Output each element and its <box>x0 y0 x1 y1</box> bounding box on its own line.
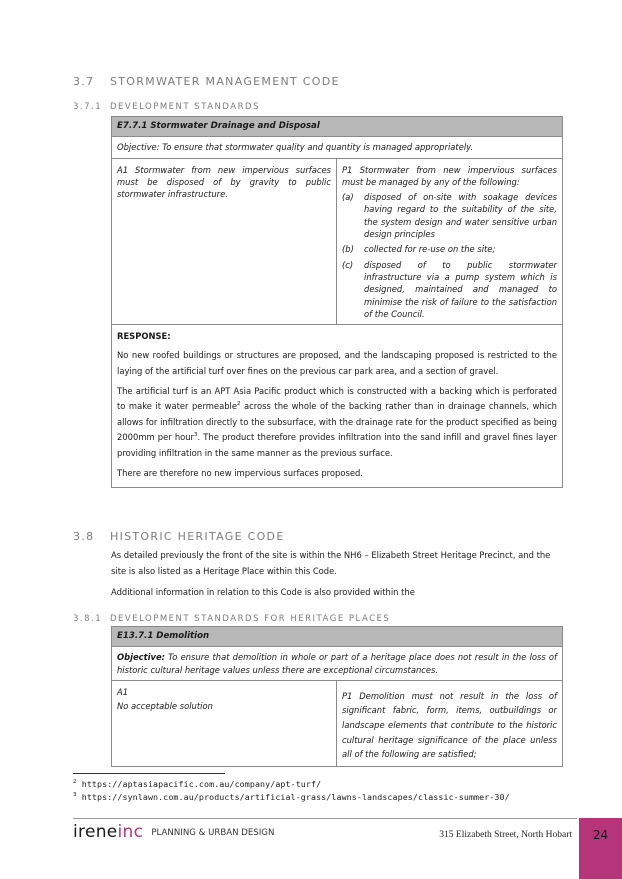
footnote-divider <box>73 773 225 774</box>
a1-text: No acceptable solution <box>117 701 213 712</box>
section-title: STORMWATER MANAGEMENT CODE <box>110 75 340 88</box>
logo-irene: irene <box>73 822 118 842</box>
response-text: . The product therefore provides infiltration into the sand infill and gravel fines layer providing infiltration in the same manner as the previous surface. <box>117 432 557 458</box>
section-3-8-body <box>111 548 563 601</box>
section-heading-3-7 <box>73 75 340 88</box>
logo-inc: inc <box>117 822 144 842</box>
footnote-mark: 2 <box>73 779 77 785</box>
footer-divider <box>73 818 577 819</box>
objective-label: Objective: <box>117 652 165 663</box>
standards-table-e771 <box>111 116 563 488</box>
logo-tagline: PLANNING & URBAN DESIGN <box>151 828 275 838</box>
footnote-ref: 3 <box>194 432 198 439</box>
body-paragraph: Additional information in relation to this Code is also provided within the <box>111 587 415 597</box>
section-number: 3.7.1 <box>73 102 103 112</box>
section-heading-3-7-1 <box>73 102 260 112</box>
footnote <box>73 779 321 789</box>
a1-label: A1 <box>117 686 129 697</box>
footnote <box>73 792 510 802</box>
table-heading: E13.7.1 Demolition <box>112 627 563 647</box>
list-item-text: disposed of on-site with soakage devices having regard to the suitability of the site, the system design and water sensitive urban design principles <box>364 192 557 240</box>
objective-text: To ensure that demolition in whole or part of a heritage place does not result in the loss of historic cultural heritage values unless there are exceptional circumstances. <box>117 652 557 675</box>
list-item <box>342 191 557 240</box>
response-paragraph: No new roofed buildings or structures are proposed, and the landscaping proposed is restricted to the laying of the artificial turf over fines on the previous car park area, and a section of gravel. <box>117 350 557 376</box>
response-cell <box>112 325 563 488</box>
list-item-label: (b) <box>342 244 354 255</box>
list-item-label: (c) <box>342 259 354 270</box>
response-label: RESPONSE: <box>117 331 171 342</box>
footnote-ref: 2 <box>237 401 241 408</box>
acceptable-solution-a1: A1 Stormwater from new impervious surfaces must be disposed of by gravity to public stormwater infrastructure. <box>112 158 337 325</box>
acceptable-solution-a1 <box>112 680 337 766</box>
section-number: 3.8 <box>73 530 95 543</box>
table-heading: E7.7.1 Stormwater Drainage and Disposal <box>112 117 563 137</box>
footnote-link[interactable]: https://aptasiapacific.com.au/company/apt-turf/ <box>81 779 322 789</box>
footnote-link[interactable]: https://synlawn.com.au/products/artificial-grass/lawns-landscapes/classic-summer-30/ <box>81 792 510 802</box>
standards-table-e1371 <box>111 626 563 767</box>
section-heading-3-8 <box>73 530 285 543</box>
list-item-text: disposed of to public stormwater infrastructure via a pump system which is designed, maintained and managed to minimise the risk of failure to the satisfaction of the Council. <box>364 259 557 319</box>
performance-criteria-p1: P1 Demolition must not result in the loss of significant fabric, form, items, outbuildings or landscape elements that contribute to the historic cultural heritage significance of the place unless all of the following are satisfied; <box>337 680 563 766</box>
section-heading-3-8-1 <box>73 614 390 624</box>
performance-criteria-p1 <box>337 158 563 325</box>
section-number: 3.8.1 <box>73 614 103 624</box>
page-number-block <box>579 818 622 879</box>
response-paragraph <box>117 384 557 461</box>
footer-address: 315 Elizabeth Street, North Hobart <box>439 830 572 840</box>
list-item <box>342 243 557 255</box>
list-item-label: (a) <box>342 192 354 203</box>
footnote-mark: 3 <box>73 792 77 798</box>
p1-intro: P1 Stormwater from new impervious surfaces must be managed by any of the following: <box>342 164 557 187</box>
body-paragraph: As detailed previously the front of the site is within the NH6 – Elizabeth Street Heritage Precinct, and the site is also listed as a Heritage Place within this Code. <box>111 550 551 576</box>
page-number: 24 <box>592 828 609 842</box>
response-paragraph: There are therefore no new impervious surfaces proposed. <box>117 468 363 478</box>
table-objective <box>112 647 563 681</box>
section-number: 3.7 <box>73 75 95 88</box>
section-title: DEVELOPMENT STANDARDS <box>110 102 260 112</box>
list-item-text: collected for re-use on the site; <box>364 244 496 255</box>
list-item <box>342 259 557 320</box>
section-title: DEVELOPMENT STANDARDS FOR HERITAGE PLACES <box>110 614 391 624</box>
response-text: across the whole of the backing rather than in drainage channels, which allows for infiltration directly to the subsurface, with the drainage rate for the product specified as being 2000mm per hour <box>117 401 557 443</box>
section-title: HISTORIC HERITAGE CODE <box>110 530 285 543</box>
footer-logo <box>73 822 274 842</box>
table-objective: Objective: To ensure that stormwater quality and quantity is managed appropriately. <box>112 137 563 158</box>
response-text: The artificial turf is an APT Asia Pacific product which is constructed with a backing which is perforated to make it water permeable <box>117 385 557 412</box>
